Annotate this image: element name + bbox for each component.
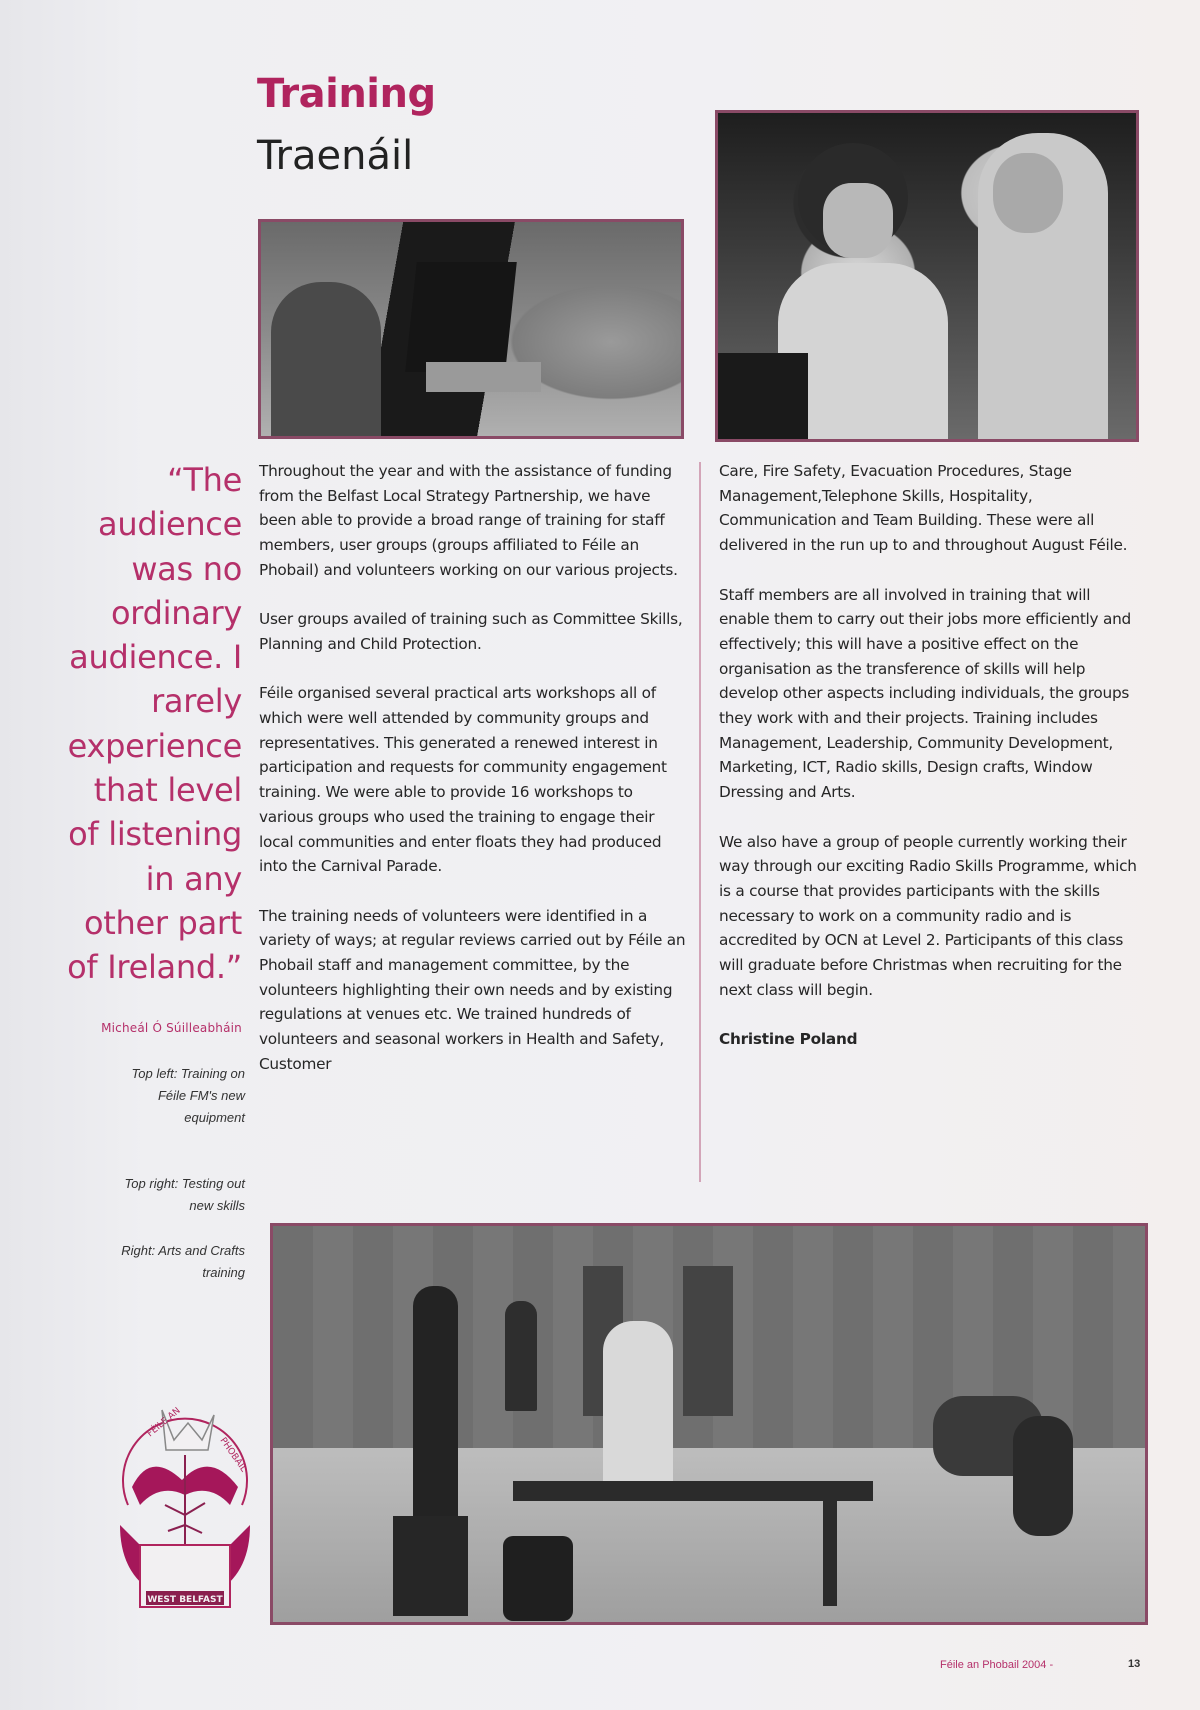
photo-person xyxy=(271,282,381,439)
photo-keyboard xyxy=(426,362,541,392)
pull-quote-line: of Ireland.” xyxy=(67,948,242,987)
caption-line: Top left: Training on xyxy=(131,1066,245,1081)
pull-quote-line: audience. I xyxy=(69,638,242,677)
body-paragraph: The training needs of volunteers were identified in a variety of ways; at regular reviews carried out by Féile an Phobail staff and management committee, by the volunteers highlighting their own needs and by existing regulations at venues etc. We trained hundreds of volunteers and seasonal workers in Health and Safety, Customer xyxy=(259,906,686,1073)
article-title: Training xyxy=(257,71,436,117)
body-column-2 xyxy=(719,459,1139,1077)
pull-quote-line: experience xyxy=(67,726,242,765)
body-paragraph: Throughout the year and with the assistance of funding from the Belfast Local Strategy Partnership, we have been able to provide a broad range of training for staff members, user groups (groups affiliated to Féile an Phobail) and volunteers working on our various projects. xyxy=(259,462,678,579)
caption-top-right xyxy=(40,1173,245,1217)
photo-laptop xyxy=(718,353,808,442)
photo-monitor xyxy=(405,262,517,372)
pull-quote-line: that level xyxy=(93,771,242,810)
photo-table-leg xyxy=(823,1496,837,1606)
pull-quote-line: “The xyxy=(167,461,242,499)
pull-quote xyxy=(30,458,242,990)
article-author: Christine Poland xyxy=(719,1030,858,1049)
caption-line: equipment xyxy=(184,1110,245,1125)
caption-top-left xyxy=(40,1063,245,1129)
pull-quote-line: rarely xyxy=(151,682,242,721)
body-column-1 xyxy=(259,459,691,1101)
photo-girl-face xyxy=(993,153,1063,233)
svg-text:WEST BELFAST: WEST BELFAST xyxy=(147,1595,223,1605)
photo-person-kneeling xyxy=(1013,1416,1073,1536)
feile-an-phobail-logo xyxy=(110,1395,260,1615)
body-paragraph: Féile organised several practical arts workshops all of which were well attended by community groups and representatives. This generated a renewed interest in participation and requests for community engagement training. We were able to provide 16 workshops to various groups who used the training to engage their local communities and enter floats they had produced into the Carnival Parade. xyxy=(259,684,667,876)
caption-line: Féile FM's new xyxy=(157,1088,245,1103)
pull-quote-line: ordinary xyxy=(111,593,242,632)
body-paragraph: User groups availed of training such as Committee Skills, Planning and Child Protection. xyxy=(259,610,683,653)
article-subtitle: Traenáil xyxy=(257,133,414,179)
pull-quote-line: other part xyxy=(83,903,242,942)
photo-person-light xyxy=(603,1321,673,1501)
page-number: 13 xyxy=(1128,1658,1141,1670)
footer-publication: Féile an Phobail 2004 - xyxy=(940,1659,1054,1671)
body-paragraph: Care, Fire Safety, Evacuation Procedures, Stage Management,Telephone Skills, Hospitality, Communication and Team Building. These were all delivered in the run up to and throughout August Féile. xyxy=(719,462,1128,555)
body-paragraph: Staff members are all involved in training that will enable them to carry out their jobs more efficiently and effectively; this will have a positive effect on the organisation as the transference of skills will help develop other aspects including individuals, the groups they work with and their projects. Training includes Management, Leadership, Community Development, Marketing, ICT, Radio skills, Design crafts, Window Dressing and Arts. xyxy=(719,585,1132,802)
photo-door xyxy=(683,1266,733,1416)
pull-quote-line: audience xyxy=(98,505,242,544)
photo-arts-crafts xyxy=(270,1223,1148,1625)
logo-graphic xyxy=(110,1395,260,1615)
photo-table xyxy=(513,1481,873,1501)
photo-boy-face xyxy=(823,183,893,258)
caption-line: Top right: Testing out xyxy=(124,1176,245,1191)
column-divider xyxy=(699,462,701,1182)
svg-text:PHOBAIL: PHOBAIL xyxy=(217,1435,249,1474)
pull-quote-line: of listening xyxy=(68,815,242,854)
body-paragraph: We also have a group of people currently working their way through our exciting Radio Skills Programme, which is a course that provides participants with the skills necessary to work on a community radio and is accredited by OCN at Level 2. Participants of this class will graduate before Christmas when recruiting for the next class will begin. xyxy=(719,832,1137,999)
caption-right xyxy=(40,1240,245,1284)
photo-person xyxy=(505,1301,537,1411)
photo-woman-standing xyxy=(413,1286,458,1546)
photo-bag xyxy=(503,1536,573,1621)
svg-text:FÉILE AN: FÉILE AN xyxy=(145,1405,183,1440)
caption-line: Right: Arts and Crafts xyxy=(121,1243,245,1258)
photo-chair xyxy=(393,1516,468,1616)
pull-quote-line: was no xyxy=(131,549,242,588)
photo-testing-skills xyxy=(715,110,1139,442)
caption-line: training xyxy=(202,1265,245,1280)
photo-training-equipment xyxy=(258,219,684,439)
pull-quote-attribution: Micheál Ó Súilleabháin xyxy=(101,1021,242,1035)
pull-quote-line: in any xyxy=(145,859,242,898)
caption-line: new skills xyxy=(189,1198,245,1213)
